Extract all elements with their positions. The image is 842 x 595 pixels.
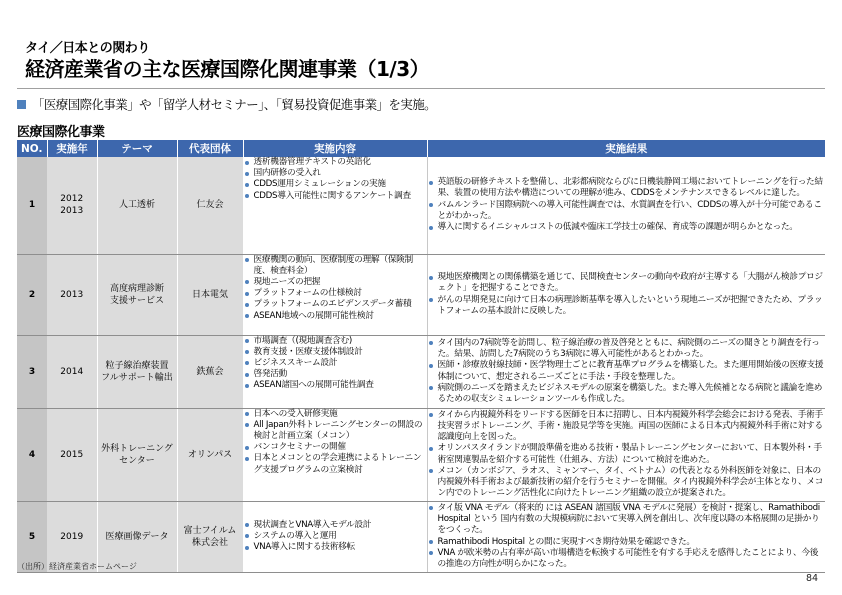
cell-results [427, 335, 825, 408]
list-item: 日本とメコンとの学会連携によるトレーニング支援プログラムの立案検討 [244, 453, 427, 475]
list-item: プラットフォームの仕様検討 [244, 288, 427, 299]
results-list [428, 503, 826, 570]
cell-year [47, 157, 97, 254]
theme-line: 医療画像データ [105, 531, 169, 542]
list-item: 英語版の研修テキストを整備し、北彩都病院ならびに日機装静岡工場においてトレーニングを行った結果、装置の使用方法や構造についての理解が進み、CDDSをメンテナンスできるレベルに達した。 [428, 177, 826, 199]
theme-line: 人工透析 [118, 200, 155, 211]
theme-line: センター [119, 455, 155, 466]
cell-results [427, 254, 825, 335]
list-item: 透析機器管理テキストの英語化 [244, 157, 427, 168]
title-divider [17, 88, 825, 89]
content-list [244, 409, 427, 476]
list-item: 教育支援・医療支援体制設計 [244, 347, 427, 358]
cell-content [243, 157, 427, 254]
cell-org [177, 254, 243, 335]
cell-org [177, 335, 243, 408]
list-item: 現地医療機関との関係構築を通じて、民間検査センターの動向や政府が主導する「大腸がん検診プロジェクト」を把握することできた。 [428, 272, 826, 294]
table-row [17, 408, 825, 501]
cell-org [177, 501, 243, 572]
list-item: VNA が欧米勢の占有率が高い市場構造を転換する可能性を有する手応えを感得したことにより、今後の推進の方向性が明らかになった。 [428, 548, 826, 570]
projects-table [17, 140, 825, 573]
page-subtitle: タイ／日本との関わり [25, 41, 150, 56]
theme-line: フルサポート輸出 [101, 372, 173, 383]
list-item: プラットフォームのエビデンスデータ蓄積 [244, 299, 427, 310]
cell-no: 5 [17, 501, 47, 572]
table-row [17, 254, 825, 335]
year-line: 2014 [60, 366, 84, 377]
cell-results [427, 157, 825, 254]
list-item: ビジネススキーム設計 [244, 358, 427, 369]
org-line: 鉄蕉会 [196, 366, 224, 377]
list-item: タイから内視鏡外科をリードする医師を日本に招聘し、日本内視鏡外科学会総会における発表、手術手技実習ラボトレーニング、手術・施設見学等を実施。両国の医師による日本式内視鏡外科手術に対する認識度向上を図った。 [428, 410, 826, 444]
list-item: バムルンラード国際病院への導入可能性調査では、水質調査を行い、CDDSの導入が十分可能であることがわかった。 [428, 200, 826, 222]
square-bullet-icon [17, 100, 26, 109]
source-note: （出所）経済産業省ホームページ [17, 562, 137, 571]
list-item: 医師・診療放射線技師・医学物理士ごとに教育基準プログラムを構築した。また運用開始後の医療支援体制について、想定されるニーズごとに手法・手段を整理した。 [428, 360, 826, 382]
cell-content [243, 408, 427, 501]
cell-org [177, 408, 243, 501]
year-line: 2019 [60, 531, 84, 542]
cell-results [427, 408, 825, 501]
theme-line: 外科トレーニング [101, 443, 173, 454]
list-item: 現状調査とVNA導入モデル設計 [244, 520, 427, 531]
col-header-org: 代表団体 [177, 140, 243, 157]
results-list [428, 338, 826, 405]
cell-year [47, 408, 97, 501]
page-number: 84 [806, 573, 819, 584]
list-item: ASEAN地域への展開可能性検討 [244, 311, 427, 322]
lead-statement [17, 95, 436, 113]
content-list [244, 157, 427, 202]
cell-content [243, 254, 427, 335]
cell-content [243, 335, 427, 408]
list-item: タイ国内の7病院等を訪問し、粒子線治療の普及啓発とともに、病院側のニーズの聞きとり調査を行った。結果、訪問した7病院のうち3病院に導入可能性があるとわかった。 [428, 338, 826, 360]
org-line: 富士フイルム [183, 525, 237, 536]
list-item: Ramathibodi Hospital との間に実現すべき期待効果を確認できた。 [428, 537, 826, 548]
content-list [244, 255, 427, 322]
cell-org [177, 157, 243, 254]
cell-no: 1 [17, 157, 47, 254]
table-row [17, 335, 825, 408]
cell-year [47, 254, 97, 335]
year-line: 2013 [60, 289, 84, 300]
list-item: 国内研修の受入れ [244, 168, 427, 179]
list-item: ASEAN諸国への展開可能性調査 [244, 380, 427, 391]
org-line: オリンパス [187, 449, 233, 460]
theme-line: 高度病理診断 [109, 283, 164, 294]
table-row [17, 501, 825, 572]
list-item: 病院側のニーズを踏まえたビジネスモデルの原案を構築した。また導入先候補となる病院と議論を進めるための収支シミュレーションツールも作成した。 [428, 383, 826, 405]
col-header-theme: テーマ [97, 140, 177, 157]
results-list [428, 272, 826, 317]
list-item: タイ版 VNA モデル（将来的 には ASEAN 諸国版 VNA モデルに発展）を検討・提案し、Ramathibodi Hospital という 国内有数の大規模病院において実導入例を創出し、次年度以降の本格展開の足掛かりをつくった。 [428, 503, 826, 537]
list-item: 啓発活動 [244, 369, 427, 380]
results-list [428, 410, 826, 500]
list-item: CDDS運用シミュレーションの実施 [244, 179, 427, 190]
list-item: バンコクセミナーの開催 [244, 442, 427, 453]
content-list [244, 520, 427, 554]
cell-year [47, 335, 97, 408]
list-item: 市場調査（(現地調査含む) [244, 336, 427, 347]
cell-no: 2 [17, 254, 47, 335]
col-header-results: 実施結果 [427, 140, 825, 157]
year-line: 2015 [60, 449, 84, 460]
cell-no: 3 [17, 335, 47, 408]
col-header-no: NO. [17, 140, 47, 157]
col-header-year: 実施年 [47, 140, 97, 157]
table-header-row [17, 140, 825, 157]
list-item: がんの早期発見に向けて日本の病理診断基準を導入したいという現地ニーズが把握できたため、プラットフォームの基本設計に反映した。 [428, 295, 826, 317]
table-row [17, 157, 825, 254]
cell-content [243, 501, 427, 572]
list-item: VNA導入に関する技術移転 [244, 542, 427, 553]
list-item: システムの導入と運用 [244, 531, 427, 542]
cell-theme [97, 157, 177, 254]
col-header-content: 実施内容 [243, 140, 427, 157]
list-item: 導入に関するイニシャルコストの低減や臨床工学技士の確保、育成等の課題が明らかとなった。 [428, 222, 826, 233]
list-item: オリンパスタイランドが開設準備を進める技術・製品トレーニングセンターにおいて、日本製外科・手術室関連製品を紹介する可能性（仕組み、方法）について検討を進めた。 [428, 443, 826, 465]
theme-line: 支援サービス [109, 295, 164, 306]
results-list [428, 177, 826, 233]
org-line: 仁友会 [196, 200, 224, 211]
content-list [244, 336, 427, 392]
org-line: 日本電気 [191, 289, 228, 300]
cell-results [427, 501, 825, 572]
list-item: 日本への受入研修実施 [244, 409, 427, 420]
lead-text: 「医療国際化事業」や「留学人材セミナー」、「貿易投資促進事業」を実施。 [32, 97, 437, 112]
org-line: 株式会社 [191, 537, 228, 548]
cell-theme [97, 335, 177, 408]
list-item: All Japan外科トレーニングセンターの開設の検討と計画立案（メコン） [244, 420, 427, 442]
list-item: 現地ニーズの把握 [244, 277, 427, 288]
section-title: 医療国際化事業 [17, 125, 105, 140]
cell-no: 4 [17, 408, 47, 501]
cell-theme [97, 254, 177, 335]
cell-theme [97, 408, 177, 501]
page-title: 経済産業省の主な医療国際化関連事業（1/3） [25, 57, 430, 81]
theme-line: 粒子線治療装置 [105, 360, 169, 371]
year-line: 2012 [60, 194, 84, 205]
year-line: 2013 [60, 206, 84, 217]
list-item: 医療機関の動向、医療制度の理解（保険制度、検査料金） [244, 255, 427, 277]
list-item: メコン（カンボジア、ラオス、ミャンマー、タイ、ベトナム）の代表となる外科医師を対象に、日本の内視鏡外科手術および最新技術の紹介を行うセミナーを開催。タイ内視鏡外科学会が主体となり、メコン内でのトレーニング活性化に向けたトレーニング組織の設立が提案された。 [428, 466, 826, 500]
list-item: CDDS導入可能性に関するアンケート調査 [244, 191, 427, 202]
